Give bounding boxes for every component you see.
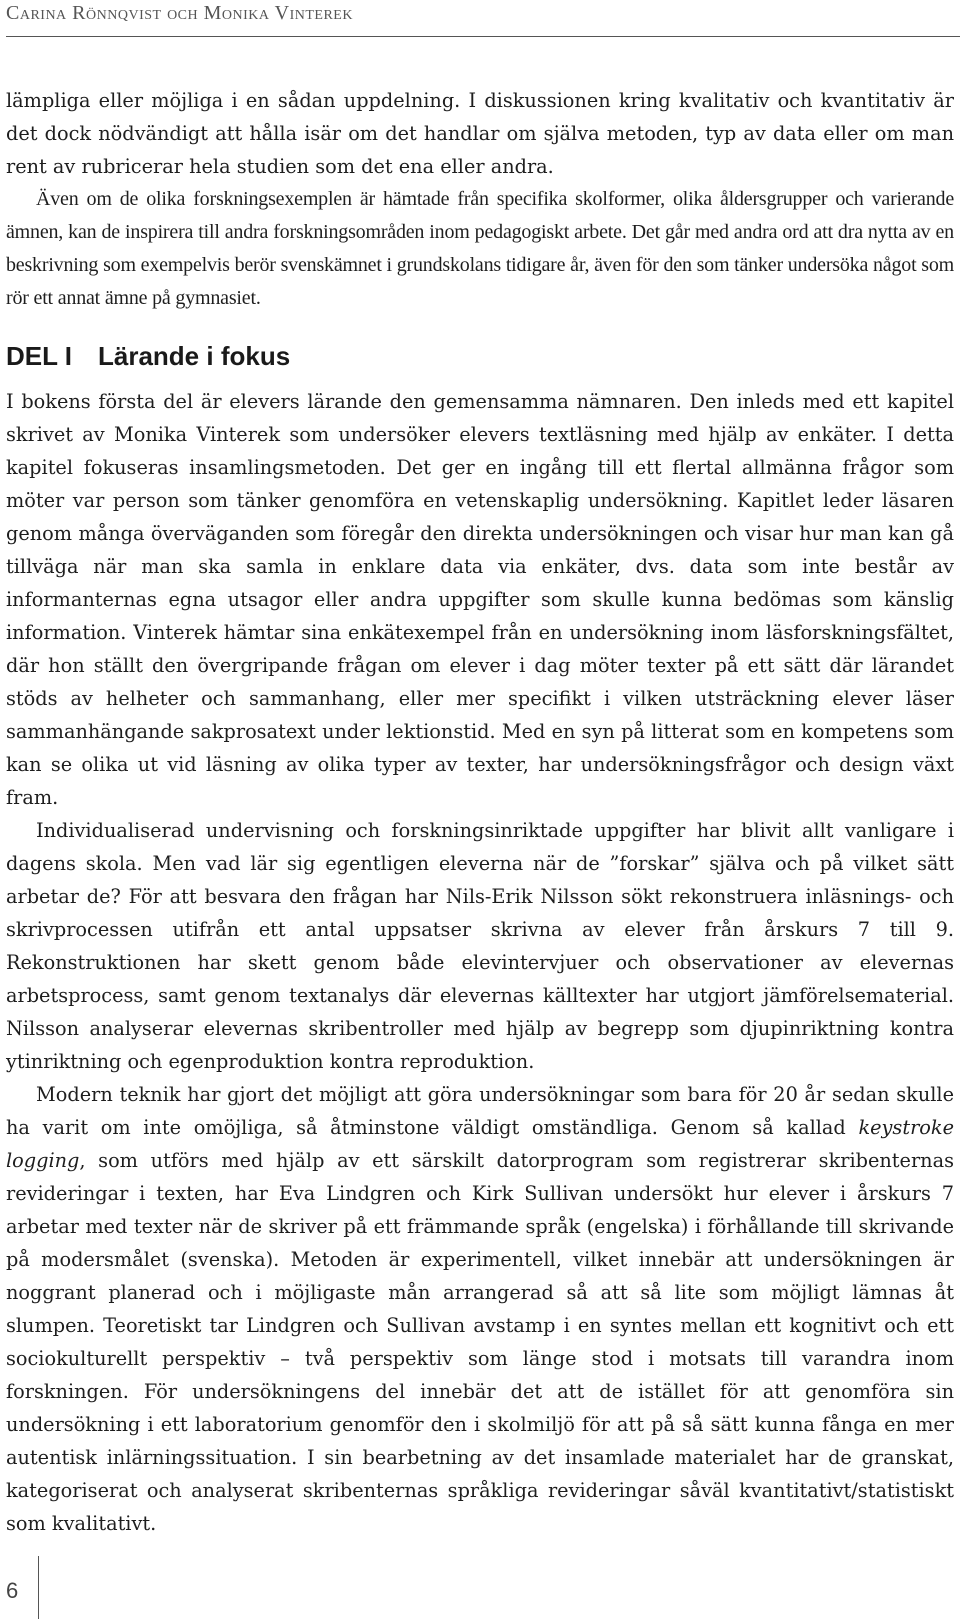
body-paragraph-2: Individualiserad undervisning och forskningsinriktade uppgifter har blivit allt vanligare i dagens skola. Men vad lär sig egentligen eleverna när de ”forskar” själva och på vilket sätt arbetar de? För att besvara den frågan har Nils-Erik Nilsson sökt rekonstruera inläsnings- och skrivprocessen utifrån ett antal uppsatser skrivna av elever från årskurs 7 till 9. Rekonstruktionen har skett genom både elevintervjuer och observationer av elevernas arbetsprocess, samt genom textanalys där elevernas källtexter har utgjort jämförelsematerial. Nilsson analyserar elevernas skribentroller med hjälp av begrepp som djupinriktning kontra ytinriktning och egenproduktion kontra reproduktion. <box>6 819 954 1073</box>
page-number: 6 <box>6 1578 19 1603</box>
body-paragraph-3-end: , som utförs med hjälp av ett särskilt datorprogram som registrerar skribenternas revideringar i texten, har Eva Lindgren och Kirk Sullivan undersökt hur elever i årskurs 7 arbetar med texter när de skriver på ett främmande språk (engelska) i förhållande till skrivande på modersmålet (svenska). Metoden är experimentell, vilket innebär att undersökningen är noggrant planerad och i möjligaste mån arrangerad så att så lite som möjligt lämnas åt slumpen. Teoretiskt tar Lindgren och Sullivan avstamp i en syntes mellan ett kognitivt och ett sociokulturellt perspektiv – två perspektiv som länge stod i motsats till varandra inom forskningen. För undersökningens del innebär det att de istället för att genomföra sin undersökning i ett laboratorium genomför den i skolmiljö för att på så sätt kunna fånga en mer autentisk inlärningssituation. I sin bearbetning av det insamlade materialet har de granskat, kategoriserat och analyserat skribenternas språkliga revideringar såväl kvantitativt/statistiskt som kvalitativt. <box>6 1149 954 1535</box>
body-paragraph-3-start: Modern teknik har gjort det möjligt att göra undersökningar som bara för 20 år sedan skulle ha varit om inte omöjliga, så åtminstone väldigt omständliga. Genom så kallad <box>6 1083 954 1139</box>
section-heading <box>6 339 954 373</box>
page-content <box>6 84 954 1540</box>
header-rule <box>6 36 960 37</box>
section-title: Lärande i fokus <box>98 341 291 371</box>
intro-paragraph-1: lämpliga eller möjliga i en sådan uppdelning. I diskussionen kring kvalitativ och kvantitativ är det dock nödvändigt att hålla isär om det handlar om själva metoden, typ av data eller om man rent av rubricerar hela studien som det ena eller andra. <box>6 89 954 178</box>
running-head: Carina Rönnqvist och Monika Vinterek <box>6 2 353 24</box>
body-paragraph-3 <box>6 1078 954 1540</box>
keystroke-logging-term: keystroke logging <box>6 1116 954 1172</box>
folio-rule <box>38 1556 39 1619</box>
intro-paragraph-2: Även om de olika forskningsexemplen är hämtade från specifika skolformer, olika åldersgrupper och varierande ämnen, kan de inspirera till andra forskningsområden inom pedagogiskt arbete. Det går med andra ord att dra nytta av en beskrivning som exempelvis berör svenskämnet i grundskolans tidigare år, även för den som tänker undersöka något som rör ett annat ämne på gymnasiet. <box>6 188 954 309</box>
section-number: DEL I <box>6 341 72 371</box>
body-paragraph-1: I bokens första del är elevers lärande den gemensamma nämnaren. Den inleds med ett kapitel skrivet av Monika Vinterek som undersöker elevers textläsning med hjälp av enkäter. I detta kapitel fokuseras insamlingsmetoden. Det ger en ingång till ett flertal allmänna frågor som möter var person som tänker genomföra en vetenskaplig undersökning. Kapitlet leder läsaren genom många överväganden som föregår den direkta undersökningen och visar hur man kan gå tillväga när man ska samla in enklare data via enkäter, dvs. data som inte består av informanternas egna utsagor eller andra uppgifter som skulle kunna bedömas som känslig information. Vinterek hämtar sina enkätexempel från en undersökning inom läsforskningsfältet, där hon ställt den övergripande frågan om elever i dag möter texter på ett sätt där lärandet stöds av helheter och sammanhang, eller mer specifikt i vilken utsträckning elever läser sammanhängande sakprosatext under lektionstid. Med en syn på litterat som en kompetens som kan se olika ut vid läsning av olika typer av texter, har undersökningsfrågor och design växt fram. <box>6 390 954 809</box>
